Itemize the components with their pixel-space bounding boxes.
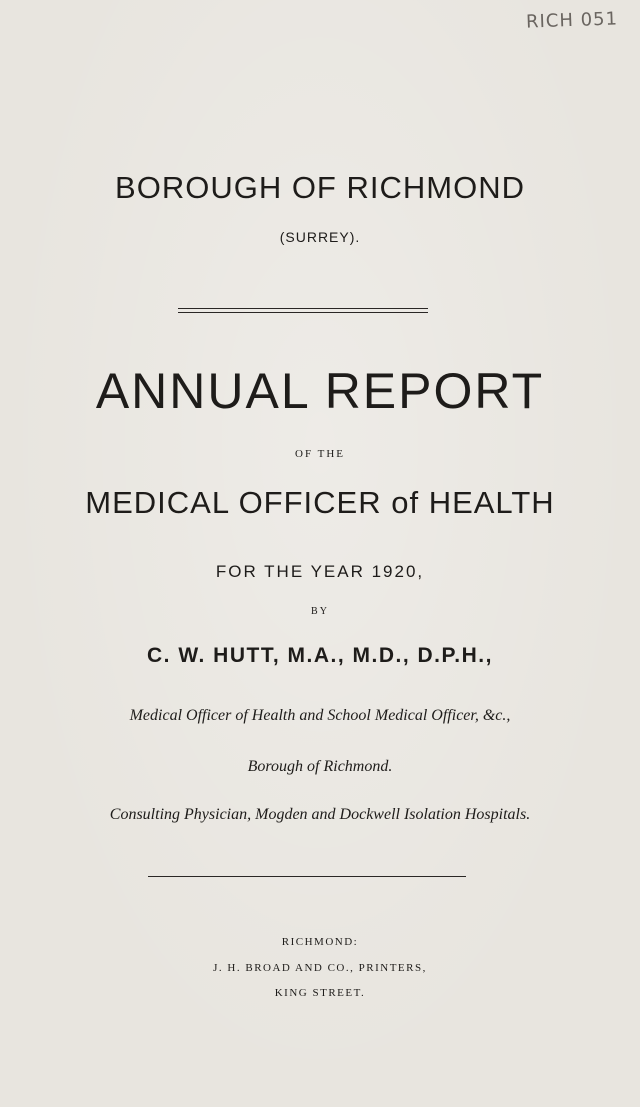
report-title: ANNUAL REPORT [95, 363, 545, 419]
by-label: BY [311, 606, 329, 617]
report-subtitle: MEDICAL OFFICER of HEALTH [85, 485, 555, 520]
author-role-line-1: Medical Officer of Health and School Medical Officer, &c., [129, 707, 511, 724]
printer-name: J. H. BROAD AND CO., PRINTERS, [213, 962, 427, 974]
author-role-line-3: Consulting Physician, Mogden and Dockwell Isolation Hospitals. [109, 806, 531, 823]
report-year: FOR THE YEAR 1920, [215, 562, 425, 581]
printer-address: KING STREET. [274, 987, 366, 999]
borough-heading: BOROUGH OF RICHMOND [115, 170, 525, 205]
county-label: (SURREY). [279, 229, 361, 245]
archive-reference-mark: RICH 051 [525, 8, 619, 33]
of-the-label: OF THE [295, 448, 345, 460]
printer-place: RICHMOND: [281, 936, 359, 948]
author-role-line-2: Borough of Richmond. [247, 758, 393, 775]
double-divider [178, 308, 428, 313]
author-name: C. W. HUTT, M.A., M.D., D.P.H., [147, 644, 493, 667]
single-divider [148, 876, 466, 877]
